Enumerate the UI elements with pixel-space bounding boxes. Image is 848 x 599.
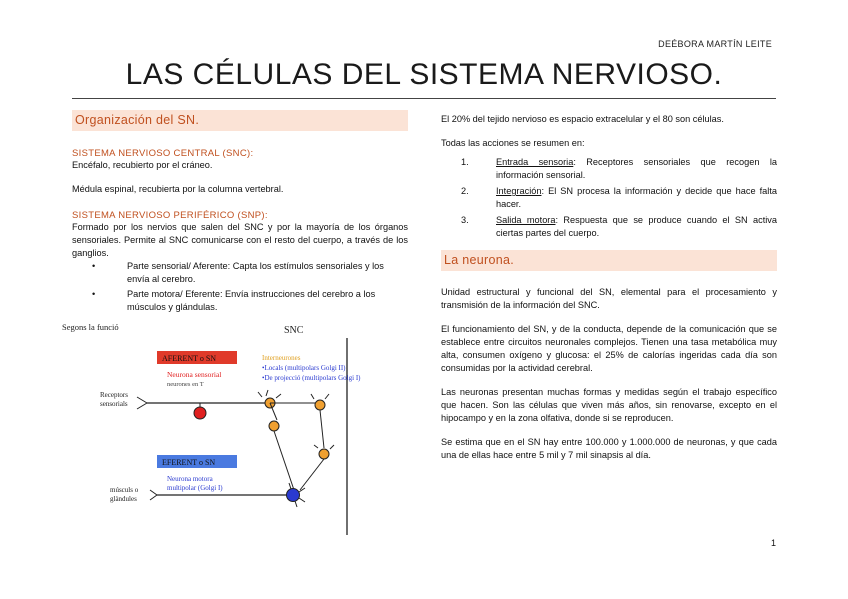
snc-paragraph-2: Médula espinal, recubierta por la columna vertebral. — [72, 184, 284, 194]
neurona-paragraph-4: Se estima que en el SN hay entre 100.000 y 1.000.000 de neuronas, y que cada una de ellas hace entre 5 mil y 7 mil sinapsis al día. — [441, 437, 777, 460]
nervous-system-diagram — [62, 320, 412, 538]
efferent-sub-label: multipolar (Golgi I) — [167, 484, 223, 492]
list-item — [441, 185, 777, 211]
list-term: Entrada sensoria — [496, 157, 574, 167]
neurona-paragraph-3: Las neuronas presentan muchas formas y medidas según el trabajo específico que hacen. Son las células que viven más años, sin renovarse, excepto en el hipocampo y en la zona olfativa, donde si se reproducen. — [441, 387, 777, 423]
afferent-sub-label: neurones en T — [167, 381, 204, 388]
page-number: 1 — [770, 538, 776, 548]
muscles-label: músculs o — [110, 486, 139, 494]
page-title: LAS CÉLULAS DEL SISTEMA NERVIOSO. — [125, 58, 723, 91]
efferent-box-label: EFERENT o SN — [162, 458, 216, 467]
actions-list — [441, 156, 777, 240]
muscle-branch — [150, 495, 157, 500]
neurona-paragraph-2: El funcionamiento del SN, y de la conducta, depende de la comunicación que se establece entre circuitos neuronales complejos. Tienen una tasa metabólica muy alta, consumen oxígeno y glucosa: el 25% de calorías ingeridas cada día son consumidas por la actividad cerebral. — [441, 324, 777, 373]
receptors-label: Receptors — [100, 391, 128, 399]
receptors-label-2: sensorials — [100, 400, 128, 408]
bullet-text: Parte sensorial/ Aferente: Capta los estímulos sensoriales y los envía al cerebro. — [127, 261, 384, 284]
afferent-neuron-label: Neurona sensorial — [167, 370, 222, 379]
interneuron-local: •Locals (multipolars Golgi II) — [262, 364, 346, 372]
interneuron-body — [269, 421, 279, 431]
list-number: 3. — [461, 215, 469, 225]
neurona-paragraph-1: Unidad estructural y funcional del SN, elemental para el procesamiento y transmisión de la información del SNC. — [441, 287, 777, 310]
receptor-branch — [137, 403, 147, 409]
list-item — [441, 214, 777, 240]
muscle-branch — [150, 490, 157, 495]
interneuron-projection-body — [315, 400, 325, 410]
list-item — [72, 288, 408, 314]
list-number: 2. — [461, 186, 469, 196]
afferent-box-label: AFERENT o SN — [162, 354, 217, 363]
snc-paragraph-1: Encéfalo, recubierto por el cráneo. — [72, 160, 213, 170]
list-term: Integración — [496, 186, 542, 196]
list-item — [441, 156, 777, 182]
list-text: : Receptores sensoriales que recogen la información sensorial. — [496, 157, 777, 180]
interneuron-title: Interneurones — [262, 354, 301, 362]
right-paragraph-1: El 20% del tejido nervioso es espacio extracelular y el 80 son células. — [441, 114, 724, 124]
author-name: DEÉBORA MARTÍN LEITE — [658, 39, 772, 49]
list-text: : Respuesta que se produce cuando el SN activa ciertas partes del cuerpo. — [496, 215, 778, 238]
diagram-top-label: Segons la funció — [62, 322, 119, 332]
sensory-neuron-body — [194, 407, 206, 419]
section-heading-neurona: La neurona. — [441, 250, 777, 271]
interneuron-projection: •De projecció (multipolars Golgi I) — [262, 374, 361, 382]
interneuron-projection-body-2 — [319, 449, 329, 459]
list-item — [72, 260, 408, 286]
title-rule — [72, 98, 776, 99]
list-text: : El SN procesa la información y decide que hace falta hacer. — [496, 186, 777, 209]
motor-neuron-body — [287, 489, 300, 502]
muscles-label-2: glàndules — [110, 495, 137, 503]
list-number: 1. — [461, 157, 469, 167]
snp-heading: SISTEMA NERVIOSO PERIFÉRICO (SNP): — [72, 210, 268, 221]
diagram-snc-label: SNC — [284, 325, 304, 336]
snp-bullet-list — [72, 260, 408, 314]
left-column — [72, 110, 408, 314]
list-term: Salida motora — [496, 215, 556, 225]
receptor-branch — [137, 397, 147, 403]
snp-paragraph: Formado por los nervios que salen del SNC y por la mayoría de los órganos sensoriales. Permite al SNC comunicarse con el resto del cuerpo, a través de los ganglios. — [72, 222, 408, 258]
right-column — [441, 110, 777, 462]
bullet-icon: • — [92, 289, 96, 299]
right-paragraph-2: Todas las acciones se resumen en: — [441, 138, 585, 148]
interneuron-axon — [274, 431, 294, 490]
diagram-svg — [62, 320, 412, 538]
bullet-text: Parte motora/ Eferente: Envía instrucciones del cerebro a los músculos y glándulas. — [127, 289, 376, 312]
efferent-neuron-label: Neurona motora — [167, 475, 213, 483]
section-heading-organizacion: Organización del SN. — [72, 110, 408, 131]
snc-heading: SISTEMA NERVIOSO CENTRAL (SNC): — [72, 148, 254, 159]
bullet-icon: • — [92, 261, 96, 271]
